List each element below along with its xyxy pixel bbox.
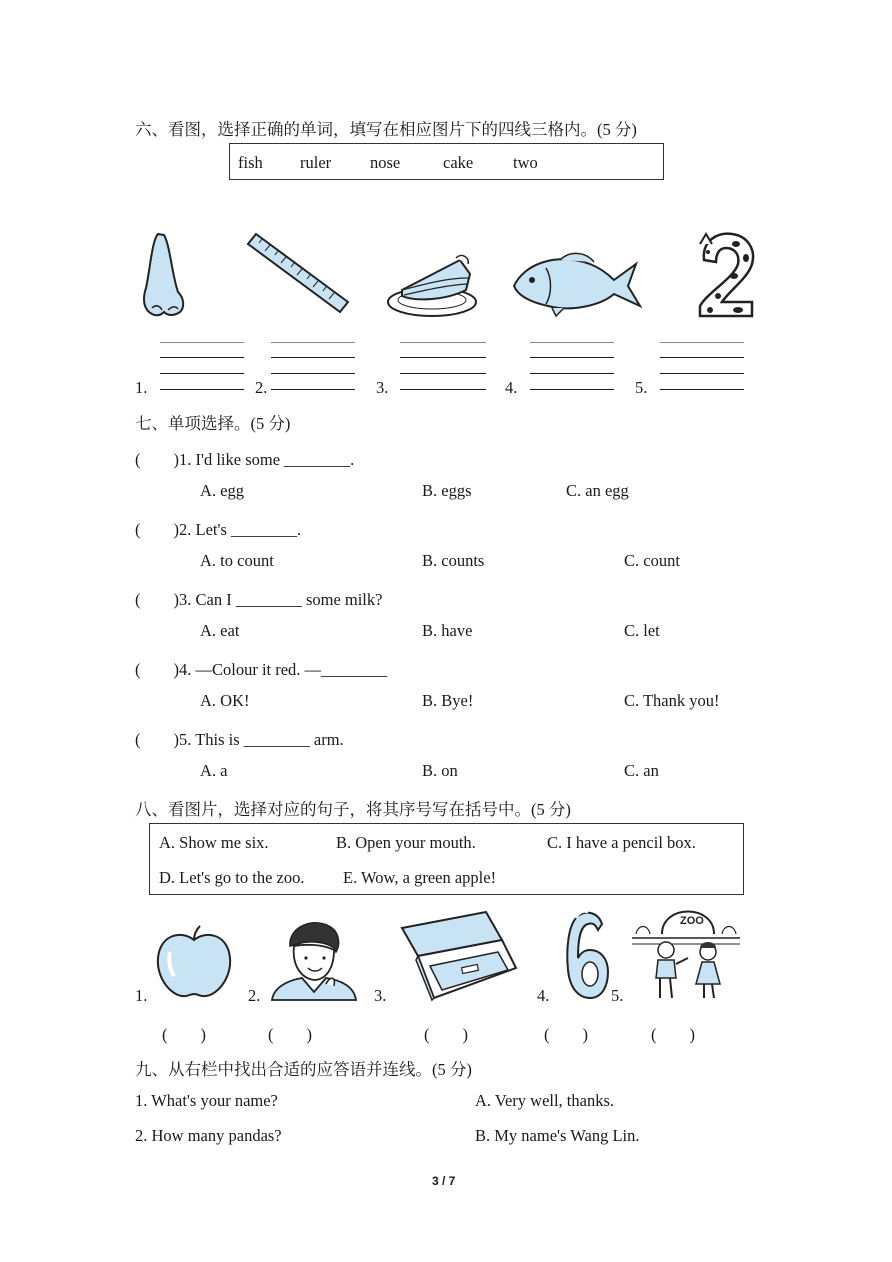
zoo-picture bbox=[632, 904, 740, 1002]
question-stem: ( )2. Let's ________. bbox=[135, 520, 302, 539]
sentence-option: B. Open your mouth. bbox=[336, 833, 476, 852]
option-b: B. eggs bbox=[422, 481, 472, 500]
word-bank-box bbox=[229, 143, 664, 180]
option-c: C. an bbox=[624, 761, 659, 780]
option-a: A. a bbox=[200, 761, 228, 780]
answer-bracket[interactable]: ( ) bbox=[268, 1025, 312, 1044]
zoo-sign-text: ZOO bbox=[680, 915, 704, 927]
sentence-option: A. Show me six. bbox=[159, 833, 269, 852]
question-stem: ( )4. —Colour it red. —________ bbox=[135, 660, 388, 679]
item-number: 2. bbox=[248, 986, 261, 1005]
item-number: 2. bbox=[255, 378, 268, 397]
section7-heading: 七、单项选择。(5 分) bbox=[135, 414, 291, 433]
item-number: 5. bbox=[611, 986, 624, 1005]
item-number: 1. bbox=[135, 378, 148, 397]
option-c: C. count bbox=[624, 551, 680, 570]
word-bank-word: ruler bbox=[300, 153, 332, 172]
ruler-picture bbox=[248, 232, 350, 316]
option-c: C. an egg bbox=[566, 481, 629, 500]
option-b: B. counts bbox=[422, 551, 485, 570]
item-number: 4. bbox=[505, 378, 518, 397]
option-c: C. Thank you! bbox=[624, 691, 720, 710]
number-two-picture bbox=[694, 230, 760, 320]
answer-bracket[interactable]: ( ) bbox=[162, 1025, 206, 1044]
cake-picture bbox=[386, 250, 478, 318]
right-item[interactable]: B. My name's Wang Lin. bbox=[475, 1126, 640, 1145]
section6-heading: 六、看图，选择正确的单词，填写在相应图片下的四线三格内。(5 分) bbox=[135, 120, 637, 139]
section9-heading: 九、从右栏中找出合适的应答语并连线。(5 分) bbox=[135, 1060, 472, 1079]
option-a: A. OK! bbox=[200, 691, 250, 710]
answer-bracket[interactable]: ( ) bbox=[424, 1025, 468, 1044]
item-number: 5. bbox=[635, 378, 648, 397]
answer-bracket[interactable]: ( ) bbox=[544, 1025, 588, 1044]
item-number: 1. bbox=[135, 986, 148, 1005]
sentence-option: D. Let's go to the zoo. bbox=[159, 868, 305, 887]
option-c: C. let bbox=[624, 621, 660, 640]
section8-heading: 八、看图片，选择对应的句子，将其序号写在括号中。(5 分) bbox=[135, 800, 571, 819]
page-number: 3 / 7 bbox=[432, 1174, 456, 1188]
item-number: 3. bbox=[374, 986, 387, 1005]
option-a: A. egg bbox=[200, 481, 244, 500]
option-b: B. Bye! bbox=[422, 691, 474, 710]
right-item[interactable]: A. Very well, thanks. bbox=[475, 1091, 615, 1110]
left-item[interactable]: 2. How many pandas? bbox=[135, 1126, 282, 1145]
apple-picture bbox=[156, 926, 232, 1000]
sentence-option: C. I have a pencil box. bbox=[547, 833, 696, 852]
word-bank-word: fish bbox=[238, 153, 263, 172]
item-number: 4. bbox=[537, 986, 550, 1005]
answer-bracket[interactable]: ( ) bbox=[651, 1025, 695, 1044]
fish-picture bbox=[510, 246, 642, 318]
option-b: B. on bbox=[422, 761, 458, 780]
question-stem: ( )1. I'd like some ________. bbox=[135, 450, 355, 469]
nose-picture bbox=[138, 230, 188, 320]
pencil-box-picture bbox=[398, 910, 520, 1000]
left-item[interactable]: 1. What's your name? bbox=[135, 1091, 278, 1110]
option-a: A. eat bbox=[200, 621, 240, 640]
option-a: A. to count bbox=[200, 551, 274, 570]
word-bank-word: cake bbox=[443, 153, 474, 172]
question-stem: ( )5. This is ________ arm. bbox=[135, 730, 344, 749]
word-bank-word: two bbox=[513, 153, 538, 172]
question-stem: ( )3. Can I ________ some milk? bbox=[135, 590, 383, 609]
option-b: B. have bbox=[422, 621, 473, 640]
item-number: 3. bbox=[376, 378, 389, 397]
sentence-options-box bbox=[149, 823, 744, 895]
number-six-picture bbox=[566, 910, 610, 1000]
boy-mouth-picture bbox=[270, 918, 358, 1000]
sentence-option: E. Wow, a green apple! bbox=[343, 868, 497, 887]
word-bank-word: nose bbox=[370, 153, 401, 172]
